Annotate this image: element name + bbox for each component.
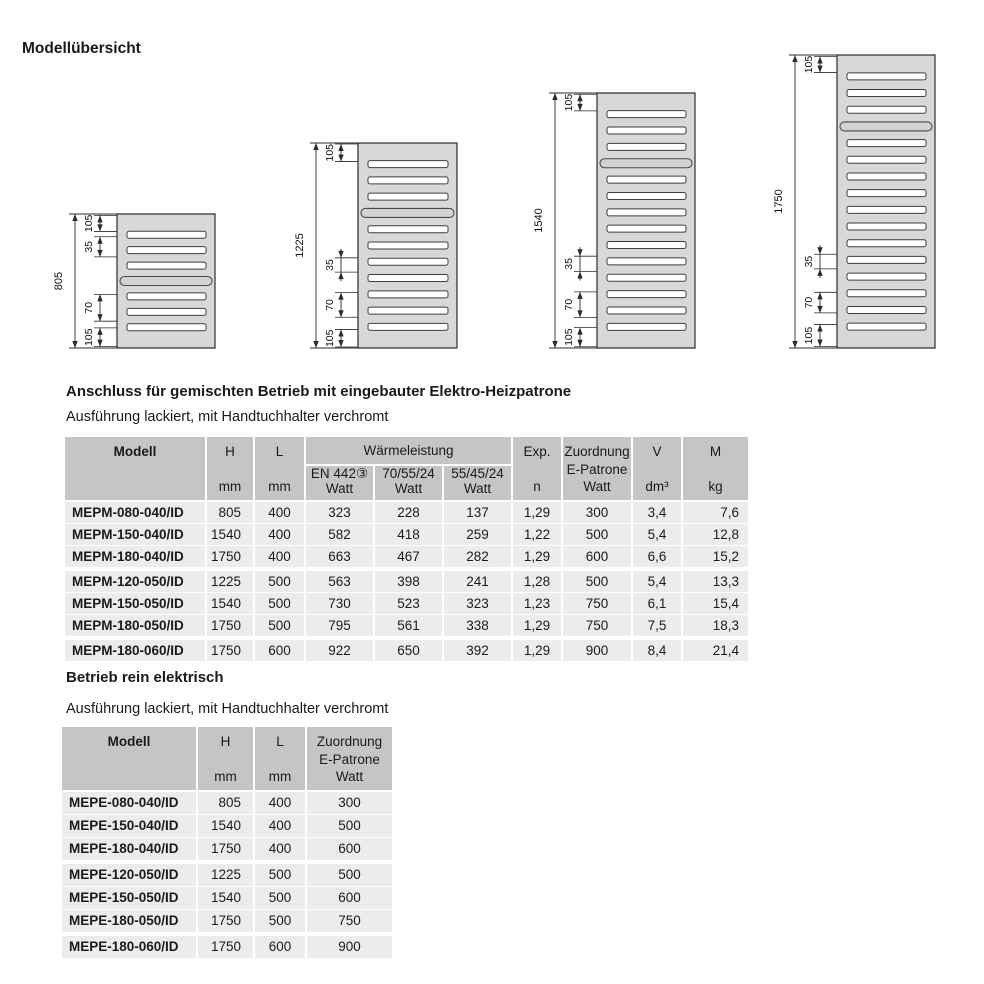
svg-text:105: 105	[562, 328, 575, 346]
mixed-row-cell-w705524: 650	[375, 640, 444, 662]
svg-text:35: 35	[802, 255, 815, 268]
electric-row-cell-l: 400	[255, 815, 307, 838]
radiator-diagram-1750	[765, 45, 939, 358]
mixed-row-cell-m: 13,3	[683, 571, 748, 593]
electric-row-cell-epatrone: 500	[307, 864, 392, 887]
mixed-row-cell-h: 805	[207, 502, 255, 524]
svg-text:70: 70	[82, 301, 95, 314]
mixed-row-cell-w554524: 259	[444, 524, 513, 546]
mixed-row-cell-v: 3,4	[633, 502, 683, 524]
mixed-row-cell-en442: 922	[306, 640, 375, 662]
mixed-row-cell-l: 600	[255, 640, 306, 662]
table-mixed	[65, 437, 748, 662]
mixed-row-cell-l: 500	[255, 593, 306, 615]
mixed-row-cell-w705524: 467	[375, 546, 444, 568]
electric-row-cell-l: 400	[255, 792, 307, 815]
electric-row-cell-h: 1225	[198, 864, 255, 887]
col-header-modell: Modell	[65, 437, 207, 500]
electric-row-cell-model: MEPE-080-040/ID	[62, 792, 198, 815]
mixed-row-cell-epatrone: 500	[563, 571, 633, 593]
svg-text:35: 35	[562, 258, 575, 270]
mixed-row-cell-m: 7,6	[683, 502, 748, 524]
mixed-row-cell-l: 400	[255, 502, 306, 524]
svg-text:1540: 1540	[532, 208, 545, 233]
svg-text:1750: 1750	[772, 189, 785, 214]
electric-row-cell-epatrone: 750	[307, 910, 392, 933]
mixed-row-cell-w554524: 323	[444, 593, 513, 615]
svg-text:70: 70	[323, 299, 336, 311]
electric-row-cell-model: MEPE-150-040/ID	[62, 815, 198, 838]
mixed-row-cell-v: 6,1	[633, 593, 683, 615]
mixed-row-cell-exp: 1,29	[513, 546, 563, 568]
radiator-diagram-805	[45, 204, 219, 358]
svg-text:35: 35	[82, 240, 95, 253]
towel-bar	[600, 159, 692, 168]
page-title: Modellübersicht	[22, 40, 141, 57]
col-header-zuordnung: Zuordnung E-Patrone Watt	[307, 727, 392, 790]
electric-row-cell-h: 805	[198, 792, 255, 815]
mixed-row-cell-h: 1225	[207, 571, 255, 593]
mixed-row-cell-model: MEPM-150-040/ID	[65, 524, 207, 546]
mixed-row-cell-epatrone: 750	[563, 593, 633, 615]
svg-text:35: 35	[323, 259, 336, 271]
mixed-row-cell-model: MEPM-080-040/ID	[65, 502, 207, 524]
electric-row-cell-epatrone: 600	[307, 838, 392, 861]
radiator-diagram-1540	[525, 83, 699, 358]
mixed-row-cell-exp: 1,23	[513, 593, 563, 615]
mixed-row-cell-w554524: 338	[444, 615, 513, 637]
electric-row-cell-l: 600	[255, 936, 307, 959]
col-header-v: V dm³	[633, 437, 683, 500]
mixed-row-cell-en442: 663	[306, 546, 375, 568]
table-electric	[62, 727, 392, 959]
mixed-row-cell-m: 18,3	[683, 615, 748, 637]
electric-row-cell-h: 1540	[198, 887, 255, 910]
towel-bar	[361, 208, 454, 217]
mixed-row-cell-v: 8,4	[633, 640, 683, 662]
mixed-row-cell-h: 1540	[207, 524, 255, 546]
electric-row-cell-l: 500	[255, 887, 307, 910]
section-subheading-mixed: Ausführung lackiert, mit Handtuchhalter verchromt	[66, 409, 389, 425]
svg-text:105: 105	[802, 55, 815, 74]
svg-text:105: 105	[323, 143, 336, 162]
mixed-row-cell-model: MEPM-120-050/ID	[65, 571, 207, 593]
mixed-row-cell-w705524: 418	[375, 524, 444, 546]
mixed-row-cell-w554524: 282	[444, 546, 513, 568]
mixed-row-cell-model: MEPM-180-040/ID	[65, 546, 207, 568]
mixed-row-cell-v: 5,4	[633, 571, 683, 593]
table-mixed-header	[65, 437, 748, 500]
mixed-row-cell-h: 1750	[207, 546, 255, 568]
mixed-row-cell-h: 1750	[207, 615, 255, 637]
svg-text:105: 105	[802, 326, 815, 345]
svg-text:105: 105	[562, 93, 575, 112]
mixed-row-cell-exp: 1,29	[513, 615, 563, 637]
col-header-l: L mm	[255, 437, 306, 500]
mixed-row-cell-l: 500	[255, 571, 306, 593]
electric-row-cell-epatrone: 500	[307, 815, 392, 838]
model-diagrams	[0, 0, 984, 375]
mixed-row-cell-epatrone: 750	[563, 615, 633, 637]
electric-row-cell-l: 400	[255, 838, 307, 861]
radiator-diagram-1225	[286, 133, 461, 358]
svg-text:1225: 1225	[293, 233, 306, 258]
svg-text:105: 105	[323, 329, 336, 348]
col-header-554524: 55/45/24 Watt	[451, 466, 504, 496]
mixed-row-cell-w554524: 137	[444, 502, 513, 524]
mixed-row-cell-epatrone: 900	[563, 640, 633, 662]
mixed-row-cell-l: 500	[255, 615, 306, 637]
electric-row-cell-model: MEPE-120-050/ID	[62, 864, 198, 887]
mixed-row-cell-en442: 323	[306, 502, 375, 524]
mixed-row-cell-exp: 1,29	[513, 502, 563, 524]
table-mixed-body	[65, 502, 748, 662]
section-heading-electric: Betrieb rein elektrisch	[66, 669, 224, 686]
electric-row-cell-h: 1750	[198, 838, 255, 861]
mixed-row-cell-m: 12,8	[683, 524, 748, 546]
electric-row-cell-l: 500	[255, 910, 307, 933]
col-header-l: L mm	[255, 727, 307, 790]
electric-row-cell-model: MEPE-180-050/ID	[62, 910, 198, 933]
mixed-row-cell-v: 6,6	[633, 546, 683, 568]
col-header-modell: Modell	[62, 727, 198, 790]
section-subheading-electric: Ausführung lackiert, mit Handtuchhalter verchromt	[66, 701, 389, 717]
mixed-row-cell-model: MEPM-150-050/ID	[65, 593, 207, 615]
svg-text:105: 105	[82, 214, 95, 233]
col-header-en442: EN 442③ Watt	[306, 466, 375, 501]
mixed-row-cell-epatrone: 500	[563, 524, 633, 546]
svg-text:805: 805	[52, 271, 65, 291]
electric-row-cell-l: 500	[255, 864, 307, 887]
mixed-row-cell-exp: 1,22	[513, 524, 563, 546]
towel-bar	[120, 277, 212, 286]
towel-bar	[840, 122, 932, 131]
mixed-row-cell-h: 1750	[207, 640, 255, 662]
col-header-waermeleistung: Wärmeleistung EN 442③ Watt 70/55/24 Watt 55/45/24 Watt	[306, 437, 513, 500]
mixed-row-cell-w554524: 241	[444, 571, 513, 593]
electric-row-cell-h: 1750	[198, 936, 255, 959]
mixed-row-cell-epatrone: 600	[563, 546, 633, 568]
mixed-row-cell-en442: 795	[306, 615, 375, 637]
col-header-m: M kg	[683, 437, 748, 500]
electric-row-cell-h: 1540	[198, 815, 255, 838]
mixed-row-cell-w705524: 561	[375, 615, 444, 637]
mixed-row-cell-h: 1540	[207, 593, 255, 615]
col-header-705524: 70/55/24 Watt	[375, 466, 444, 501]
table-electric-header	[62, 727, 392, 790]
electric-row-cell-model: MEPE-180-060/ID	[62, 936, 198, 959]
electric-row-cell-model: MEPE-180-040/ID	[62, 838, 198, 861]
mixed-row-cell-exp: 1,28	[513, 571, 563, 593]
mixed-row-cell-w705524: 228	[375, 502, 444, 524]
mixed-row-cell-en442: 582	[306, 524, 375, 546]
mixed-row-cell-m: 15,2	[683, 546, 748, 568]
electric-row-cell-epatrone: 600	[307, 887, 392, 910]
mixed-row-cell-l: 400	[255, 546, 306, 568]
col-header-zuordnung: Zuordnung E-Patrone Watt	[563, 437, 633, 500]
electric-row-cell-epatrone: 900	[307, 936, 392, 959]
mixed-row-cell-v: 7,5	[633, 615, 683, 637]
svg-text:105: 105	[82, 328, 95, 347]
svg-text:70: 70	[802, 296, 815, 309]
mixed-row-cell-epatrone: 300	[563, 502, 633, 524]
section-heading-mixed: Anschluss für gemischten Betrieb mit eingebauter Elektro-Heizpatrone	[66, 383, 572, 400]
electric-row-cell-epatrone: 300	[307, 792, 392, 815]
mixed-row-cell-v: 5,4	[633, 524, 683, 546]
electric-row-cell-h: 1750	[198, 910, 255, 933]
mixed-row-cell-model: MEPM-180-050/ID	[65, 615, 207, 637]
mixed-row-cell-w705524: 523	[375, 593, 444, 615]
table-electric-body	[62, 792, 392, 959]
col-header-exp: Exp. n	[513, 437, 563, 500]
electric-row-cell-model: MEPE-150-050/ID	[62, 887, 198, 910]
mixed-row-cell-l: 400	[255, 524, 306, 546]
col-header-h: H mm	[207, 437, 255, 500]
mixed-row-cell-en442: 730	[306, 593, 375, 615]
mixed-row-cell-en442: 563	[306, 571, 375, 593]
mixed-row-cell-m: 21,4	[683, 640, 748, 662]
mixed-row-cell-w705524: 398	[375, 571, 444, 593]
mixed-row-cell-m: 15,4	[683, 593, 748, 615]
mixed-row-cell-exp: 1,29	[513, 640, 563, 662]
col-header-h: H mm	[198, 727, 255, 790]
mixed-row-cell-model: MEPM-180-060/ID	[65, 640, 207, 662]
svg-text:70: 70	[562, 298, 575, 311]
mixed-row-cell-w554524: 392	[444, 640, 513, 662]
